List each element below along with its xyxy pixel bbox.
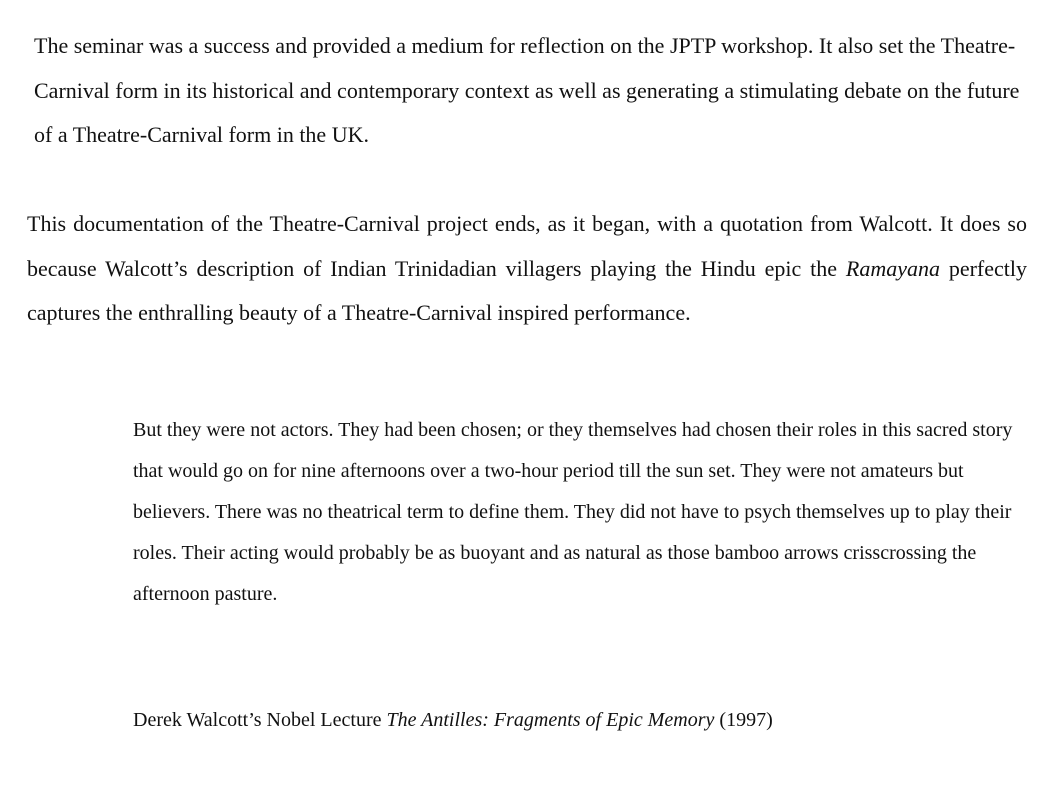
citation bbox=[133, 700, 1023, 741]
ramayana-title: Ramayana bbox=[845, 255, 940, 281]
citation-author: Derek Walcott’s Nobel Lecture bbox=[133, 709, 387, 731]
citation-title: The Antilles: Fragments of Epic Memory bbox=[386, 709, 715, 731]
paragraph-text: This documentation of the Theatre-Carnival project ends, as it began, with a quotation from Walcott. It does so because Walcott’s description of Indian Trinidadian villagers playing the Hindu epic the bbox=[27, 211, 1027, 281]
paragraph-documentation bbox=[27, 202, 1027, 336]
block-quote: But they were not actors. They had been chosen; or they themselves had chosen their roles in this sacred story that would go on for nine afternoons over a two-hour period till the sun set. They were not amateurs but believers. There was no theatrical term to define them. They did not have to psych themselves up to play their roles. Their acting would probably be as buoyant and as natural as those bamboo arrows crisscrossing the afternoon pasture. bbox=[133, 419, 1013, 605]
citation-year: (1997) bbox=[714, 709, 773, 731]
paragraph-seminar: The seminar was a success and provided a medium for reflection on the JPTP workshop. It also set the Theatre-Carnival form in its historical and contemporary context as well as generating a stimulating debate on the future of a Theatre-Carnival form in the UK. bbox=[34, 33, 1020, 147]
paragraph-text-end: perfectly captures the enthralling beauty of a Theatre-Carnival inspired performance. bbox=[27, 255, 1027, 325]
